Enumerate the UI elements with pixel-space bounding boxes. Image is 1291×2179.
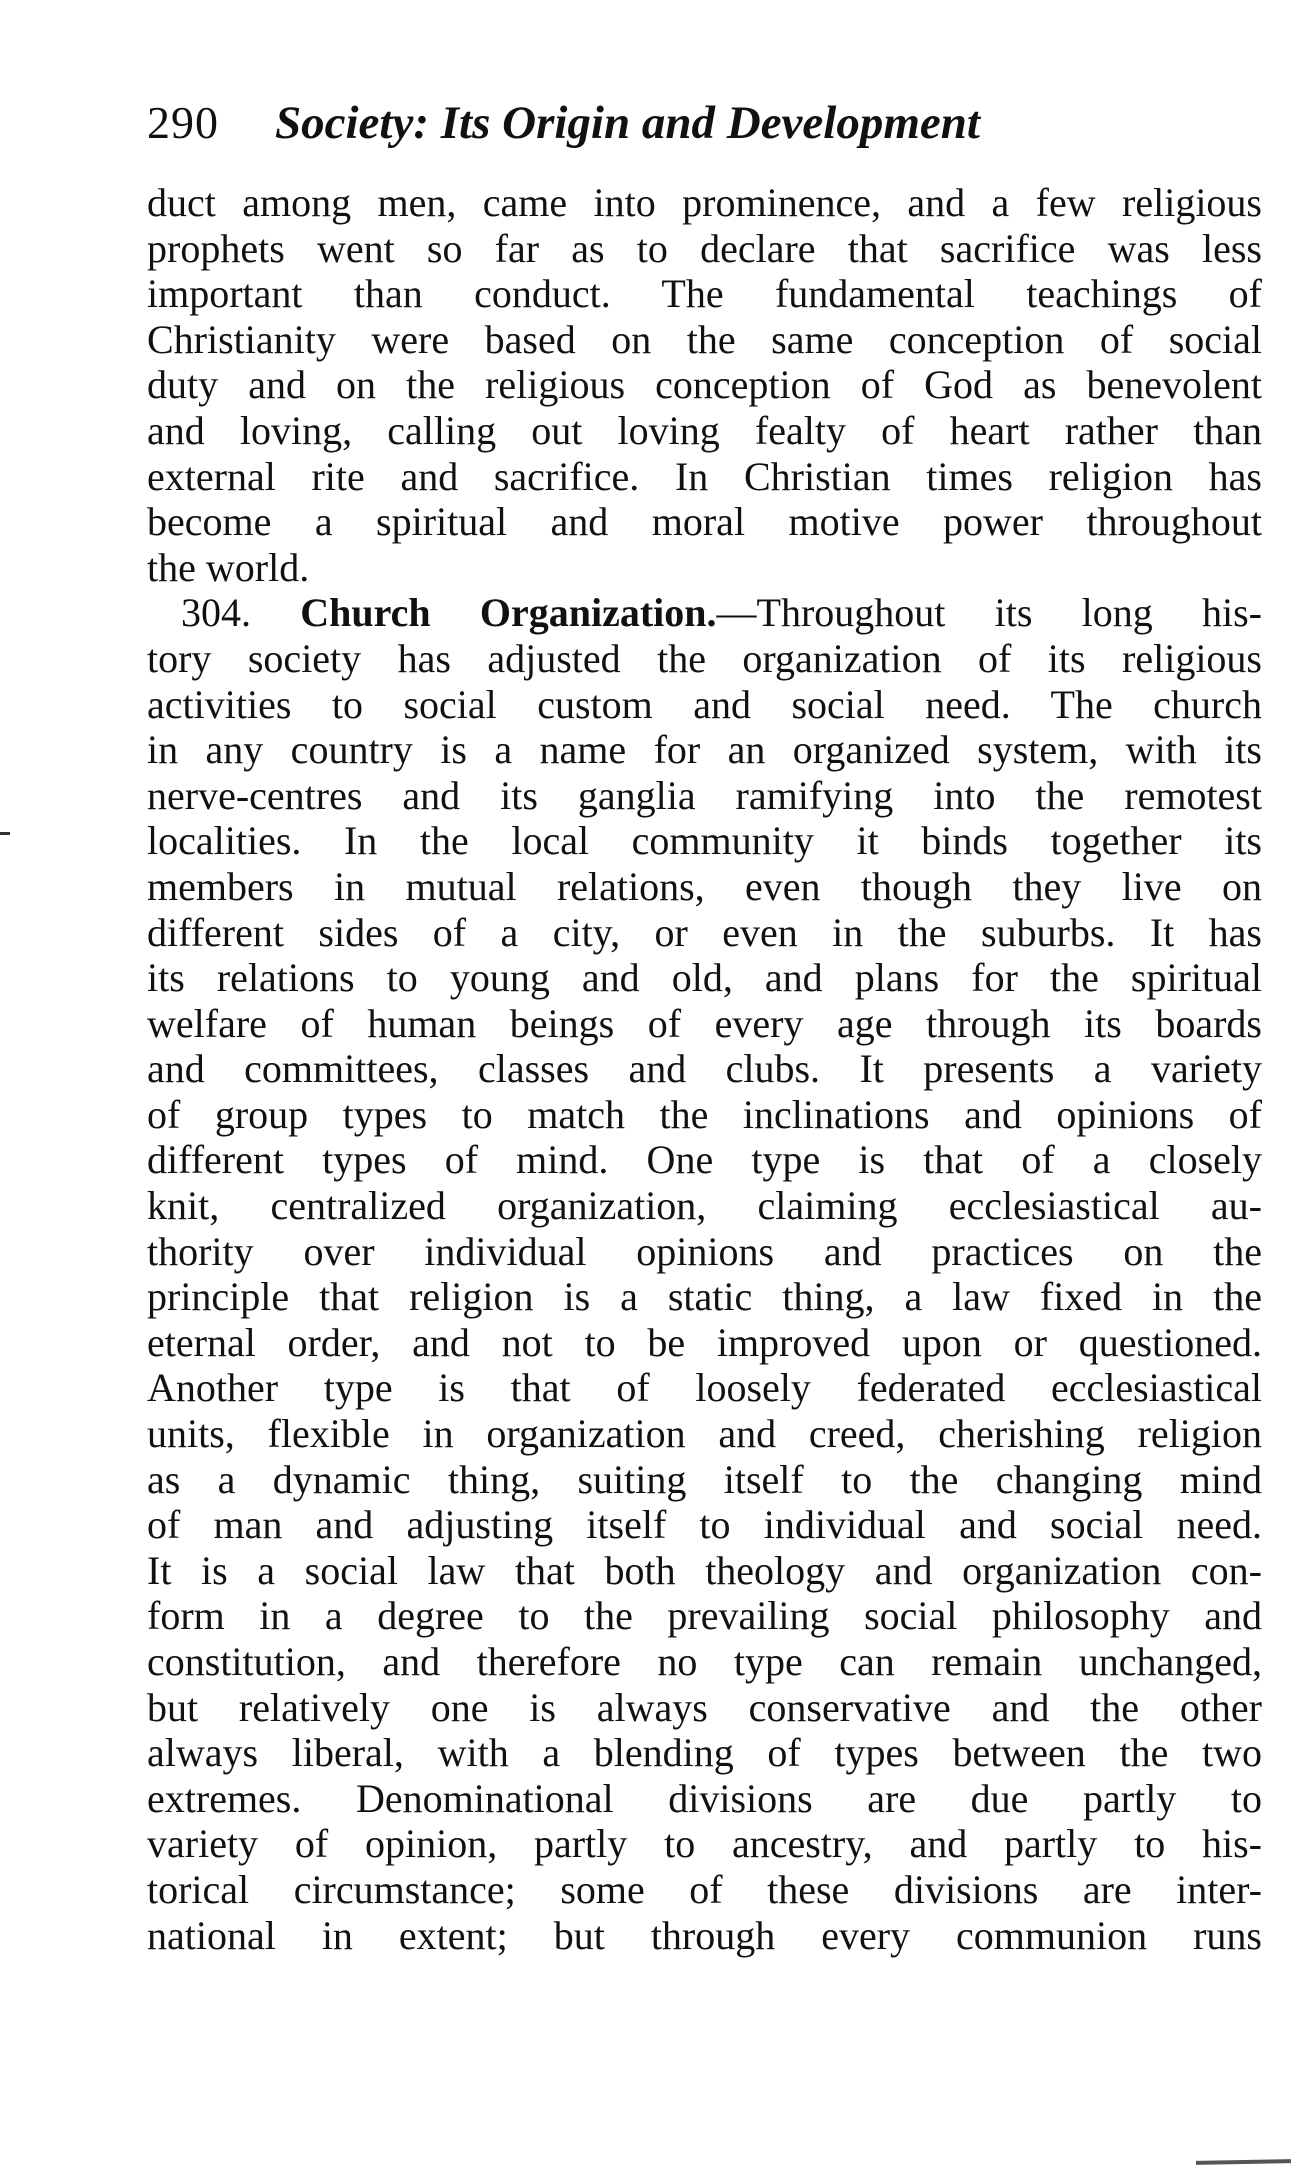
text-line: of group types to match the inclinations and opinions of	[147, 1091, 1262, 1137]
text-line: members in mutual relations, even though they live on	[147, 863, 1262, 909]
text-line: duty and on the religious conception of God as benevolent	[147, 362, 1262, 408]
text-line: different types of mind. One type is that of a closely	[147, 1137, 1262, 1183]
text-line: and loving, calling out loving fealty of heart rather than	[147, 407, 1262, 453]
text-line: always liberal, with a blending of types between the two	[147, 1730, 1262, 1776]
text-line: of man and adjusting itself to individual and social need.	[147, 1502, 1262, 1548]
text-line: eternal order, and not to be improved upon or questioned.	[147, 1319, 1262, 1365]
text-line: important than conduct. The fundamental teachings of	[147, 271, 1262, 317]
text-line: become a spiritual and moral motive power throughout	[147, 499, 1262, 545]
text-line: in any country is a name for an organized system, with its	[147, 727, 1262, 773]
text-line: as a dynamic thing, suiting itself to the changing mind	[147, 1456, 1262, 1502]
section-title: Church Organization.	[300, 590, 717, 636]
running-title: Society: Its Origin and Development	[275, 97, 980, 149]
text-line: knit, centralized organization, claiming ecclesiastical au-	[147, 1183, 1262, 1229]
text-line: units, flexible in organization and creed, cherishing religion	[147, 1411, 1262, 1457]
section-number: 304.	[181, 590, 251, 636]
text-line: thority over individual opinions and practices on the	[147, 1228, 1262, 1274]
text-line: form in a degree to the prevailing social philosophy and	[147, 1593, 1262, 1639]
text-line: variety of opinion, partly to ancestry, and partly to his-	[147, 1821, 1262, 1867]
text-line: principle that religion is a static thing, a law fixed in the	[147, 1274, 1262, 1320]
text-line: but relatively one is always conservative and the other	[147, 1684, 1262, 1730]
page-number: 290	[147, 97, 219, 148]
margin-mark	[0, 832, 10, 835]
text-line: activities to social custom and social need. The church	[147, 681, 1262, 727]
text-line: welfare of human beings of every age through its boards	[147, 1000, 1262, 1046]
text-line: tory society has adjusted the organization of its religious	[147, 635, 1262, 681]
text-line: Christianity were based on the same conception of social	[147, 316, 1262, 362]
paragraph-continued	[147, 180, 1262, 590]
text-line: Another type is that of loosely federated ecclesiastical	[147, 1365, 1262, 1411]
text-line: prophets went so far as to declare that sacrifice was less	[147, 225, 1262, 271]
footer-rule	[1196, 2159, 1291, 2165]
text-line: torical circumstance; some of these divisions are inter-	[147, 1866, 1262, 1912]
text-line: localities. In the local community it binds together its	[147, 818, 1262, 864]
text-line: duct among men, came into prominence, and a few religious	[147, 180, 1262, 225]
text-line: its relations to young and old, and plans for the spiritual	[147, 955, 1262, 1001]
section-304	[147, 590, 1262, 1958]
section-first-line-text: —Throughout its long his-	[716, 590, 1263, 636]
text-line: It is a social law that both theology and organization con-	[147, 1547, 1262, 1593]
text-line: constitution, and therefore no type can remain unchanged,	[147, 1639, 1262, 1684]
section-heading-line	[147, 590, 1262, 636]
text-line: extremes. Denominational divisions are due partly to	[147, 1775, 1262, 1821]
text-line: nerve-centres and its ganglia ramifying into the remotest	[147, 772, 1262, 818]
text-line: external rite and sacrifice. In Christian times religion has	[147, 453, 1262, 499]
text-line: and committees, classes and clubs. It presents a variety	[147, 1046, 1262, 1092]
page-header	[147, 96, 1247, 156]
text-line: national in extent; but through every communion runs	[147, 1912, 1262, 1958]
text-line: different sides of a city, or even in the suburbs. It has	[147, 909, 1262, 955]
text-line: the world.	[147, 544, 310, 590]
body-text	[147, 180, 1262, 1958]
